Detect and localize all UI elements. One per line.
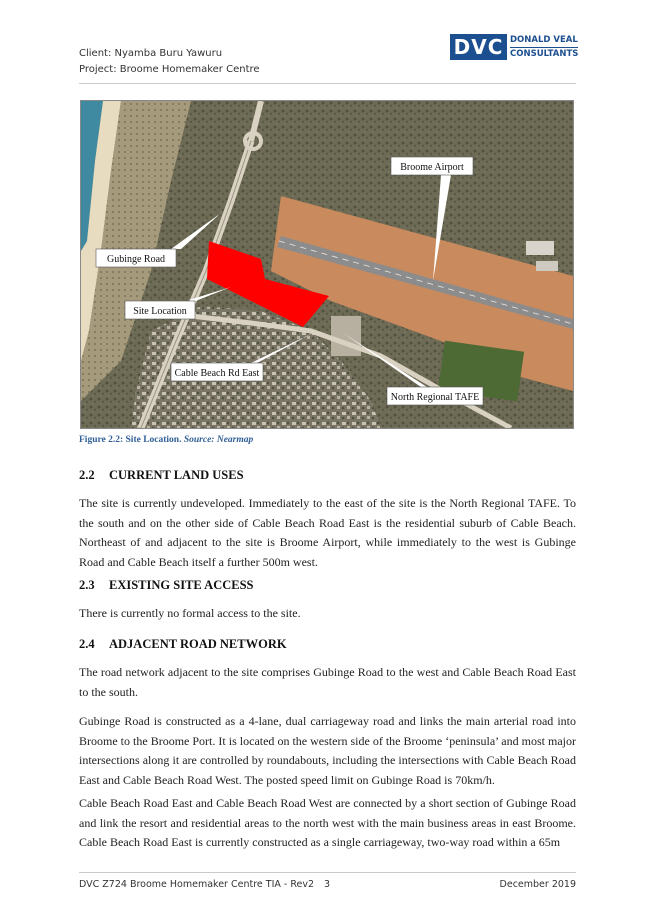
paragraph: There is currently no formal access to the site. (79, 606, 301, 620)
label-gubinge-road: Gubinge Road (106, 254, 166, 265)
logo-name (510, 34, 578, 61)
header-divider (79, 83, 576, 84)
page-header (79, 46, 260, 78)
section-number: 2.2 (79, 468, 95, 482)
footer-document: DVC Z724 Broome Homemaker Centre TIA - Rev2 (79, 879, 315, 890)
paragraph: The road network adjacent to the site comprises Gubinge Road to the west and Cable Beach Road East to the south. (79, 665, 576, 699)
caption-source: Source: Nearmap (183, 435, 254, 445)
project-line: Project: Broome Homemaker Centre (79, 64, 260, 75)
hangar (536, 261, 558, 271)
footer-page-number: 3 (324, 879, 331, 890)
section-title: EXISTING SITE ACCESS (109, 578, 254, 592)
section-title: ADJACENT ROAD NETWORK (109, 637, 287, 651)
site-location-map (80, 100, 574, 429)
client-line: Client: Nyamba Buru Yawuru (79, 48, 223, 59)
section-heading-2-2 (79, 468, 244, 483)
paragraph: Cable Beach Road East and Cable Beach Road West are connected by a short section of Gubinge Road and link the resort and residential areas to the north west with the main business areas in east Broome. Cable Beach Road East is currently constructed as a single carriageway, two-way road within a 65m (79, 796, 576, 849)
caption-main: Figure 2.2: Site Location. (79, 435, 182, 445)
logo-abbreviation: DVC (450, 34, 507, 60)
section-heading-2-4 (79, 637, 287, 652)
aerial-photo (81, 101, 573, 428)
section-number: 2.4 (79, 637, 95, 651)
logo-line-1: DONALD VEAL (510, 34, 578, 48)
tafe-buildings (331, 316, 361, 356)
section-heading-2-3 (79, 578, 254, 593)
logo-line-2: CONSULTANTS (510, 49, 579, 59)
footer-date: December 2019 (499, 879, 576, 890)
section-title: CURRENT LAND USES (109, 468, 244, 482)
label-north-regional-tafe: North Regional TAFE (390, 392, 480, 403)
label-broome-airport: Broome Airport (400, 162, 464, 173)
footer-divider (79, 872, 576, 873)
section-number: 2.3 (79, 578, 95, 592)
paragraph: Gubinge Road is constructed as a 4-lane, dual carriageway road and links the main arterial road into Broome to the Broome Port. It is located on the western side of the Broome ‘peninsula’ and most major intersections along it are controlled by roundabouts, including the intersections with Cable Beach Road East and Cable Beach Road West. The posted speed limit on Gubinge Road is 70km/h. (79, 714, 576, 787)
figure-caption (79, 435, 253, 445)
label-site-location: Site Location (133, 306, 187, 317)
company-logo (450, 34, 579, 60)
label-cable-beach-rd-east: Cable Beach Rd East (174, 368, 260, 379)
terminal-building (526, 241, 554, 255)
paragraph: The site is currently undeveloped. Immediately to the east of the site is the North Regional TAFE. To the south and on the other side of Cable Beach Road East is the residential suburb of Cable Beach. Northeast of and adjacent to the site is Broome Airport, while immediately to the west is Gubinge Road and Cable Beach itself a further 500m west. (79, 496, 576, 569)
